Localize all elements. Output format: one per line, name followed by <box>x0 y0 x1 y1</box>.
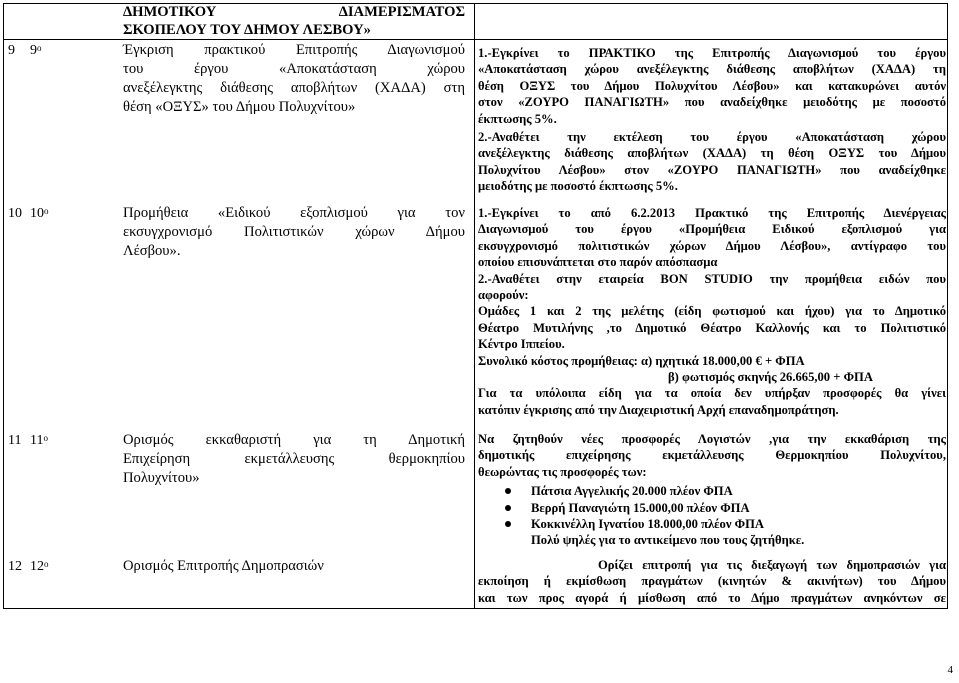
list-item: Κοκκινέλλη Ιγνατίου 18.000,00 πλέον ΦΠΑ <box>478 516 946 532</box>
item-decision: Να ζητηθούν νέες προσφορές Λογιστών ,για την εκκαθάριση της δημοτικής επιχείρησης εκμετάλλευσης Θερμοκηπίου Πολυχνίτου, θεωρώντας τις προσφορές των: Πάτσια Αγγελικής 20.000 πλέον ΦΠΑ Βερρή Παναγιώτη 15.000,00 πλέον ΦΠΑ Κοκκινέλλη Ιγνατίου 18.000,00 πλέον ΦΠΑ Πολύ ψηλές για το αντικείμενο που τους ζητήθηκε. <box>478 432 946 548</box>
item-number: 10 <box>8 206 22 221</box>
item-ordinal: $10^o$ <box>30 206 49 221</box>
header-line2: ΣΚΟΠΕΛΟΥ ΤΟΥ ΔΗΜΟΥ ΛΕΣΒΟΥ» <box>123 22 371 38</box>
item-number: 11 <box>8 433 22 448</box>
item-decision: Ορίζει επιτροπή για τις διεξαγωγή των δημοπρασιών για εκποίηση ή εκμίσθωση πραγμάτων (κινητών & ακινήτων) του Δήμου και των προς αγορά ή μίσθωση από το Δήμο πραγμάτων ανηκόντων σε <box>478 558 946 605</box>
item-ordinal: $12^o$ <box>30 559 49 574</box>
list-item: Πάτσια Αγγελικής 20.000 πλέον ΦΠΑ <box>478 483 946 499</box>
item-title: Ορισμός Επιτροπής Δημοπρασιών <box>123 558 324 574</box>
offers-list <box>478 483 946 532</box>
item-ordinal: $9^o$ <box>30 43 42 58</box>
row-divider <box>3 39 948 40</box>
page-number: 4 <box>947 664 953 676</box>
item-title: Ορισμός εκκαθαριστή για τη Δημοτική Επιχείρηση εκμετάλλευσης θερμοκηπίου Πολυχνίτου» <box>123 432 465 486</box>
table-border-bottom <box>3 608 948 609</box>
header-cell <box>123 3 465 39</box>
item-decision: 1.-Εγκρίνει το από 6.2.2013 Πρακτικό της Επιτροπής Διενέργειας Διαγωνισμού του έργου «Προμήθεια Ειδικού εξοπλισμού για εκσυγχρονισμό πολιτιστικών χώρων Δήμου Λέσβου», αντίγραφο του οποίου επισυνάπτεται στο παρόν απόσπασμα 2.-Αναθέτει στην εταιρεία BON STUDIO την προμήθεια ειδών που αφορούν: Ομάδες 1 και 2 της μελέτης (είδη φωτισμού και ήχου) για το Δημοτικό Θέατρο Μυτιλήνης ,το Δημοτικό Θέατρο Καλλονής και το Πολιτιστικό Κέντρο Ιππείου. Συνολικό κόστος προμήθειας: α) ηχητικά 18.000,00 € + ΦΠΑ β) φωτισμός σκηνής 26.665,00 + ΦΠΑ Για τα υπόλοιπα είδη για τα οποία δεν υπήρξαν προσφορές θα γίνει κατόπιν έγκρισης από την Διαχειριστική Αρχή επαναδημοπράτηση. <box>478 206 946 417</box>
table-border-right <box>947 3 948 609</box>
header-line1-right: ΔΙΑΜΕΡΙΣΜΑΤΟΣ <box>338 4 465 20</box>
item-decision: 1.-Εγκρίνει το ΠΡΑΚΤΙΚΟ της Επιτροπής Διαγωνισμού του έργου «Αποκατάσταση χώρου ανεξέλεγκτης διάθεσης αποβλήτων (ΧΑΔΑ) τη θέση ΟΞΥΣ του Δήμου Πολυχνίτου Λέσβου» και κατακυρώνει αυτόν στον «ΖΟΥΡΟ ΠΑΝΑΓΙΩΤΗ» που αναδείχθηκε μειοδότης με ποσοστό έκπτωσης 5%. 2.-Αναθέτει την εκτέλεση του έργου «Αποκατάσταση χώρου ανεξέλεγκτης διάθεσης αποβλήτων (ΧΑΔΑ) τη θέση ΟΞΥΣ του Δήμου Πολυχνίτου Λέσβου» στον «ΖΟΥΡΟ ΠΑΝΑΓΙΩΤΗ» που αναδείχθηκε μειοδότης με ποσοστό έκπτωσης 5%. <box>478 46 946 194</box>
item-title: Έγκριση πρακτικού Επιτροπής Διαγωνισμού του έργου «Αποκατάσταση χώρου ανεξέλεγκτης διάθεσης αποβλήτων (ΧΑΔΑ) στη θέση «ΟΞΥΣ» του Δήμου Πολυχνίτου» <box>123 42 465 115</box>
column-divider <box>474 3 475 609</box>
item-title: Προμήθεια «Ειδικού εξοπλισμού για τον εκσυγχρονισμό Πολιτιστικών χώρων Δήμου Λέσβου». <box>123 205 465 259</box>
header-line1-left: ΔΗΜΟΤΙΚΟΥ <box>123 4 217 20</box>
list-item: Βερρή Παναγιώτη 15.000,00 πλέον ΦΠΑ <box>478 500 946 516</box>
table-border-left <box>3 3 4 609</box>
item-ordinal: $11^o$ <box>30 433 48 448</box>
item-number: 12 <box>8 559 22 574</box>
item-number: 9 <box>8 43 15 58</box>
